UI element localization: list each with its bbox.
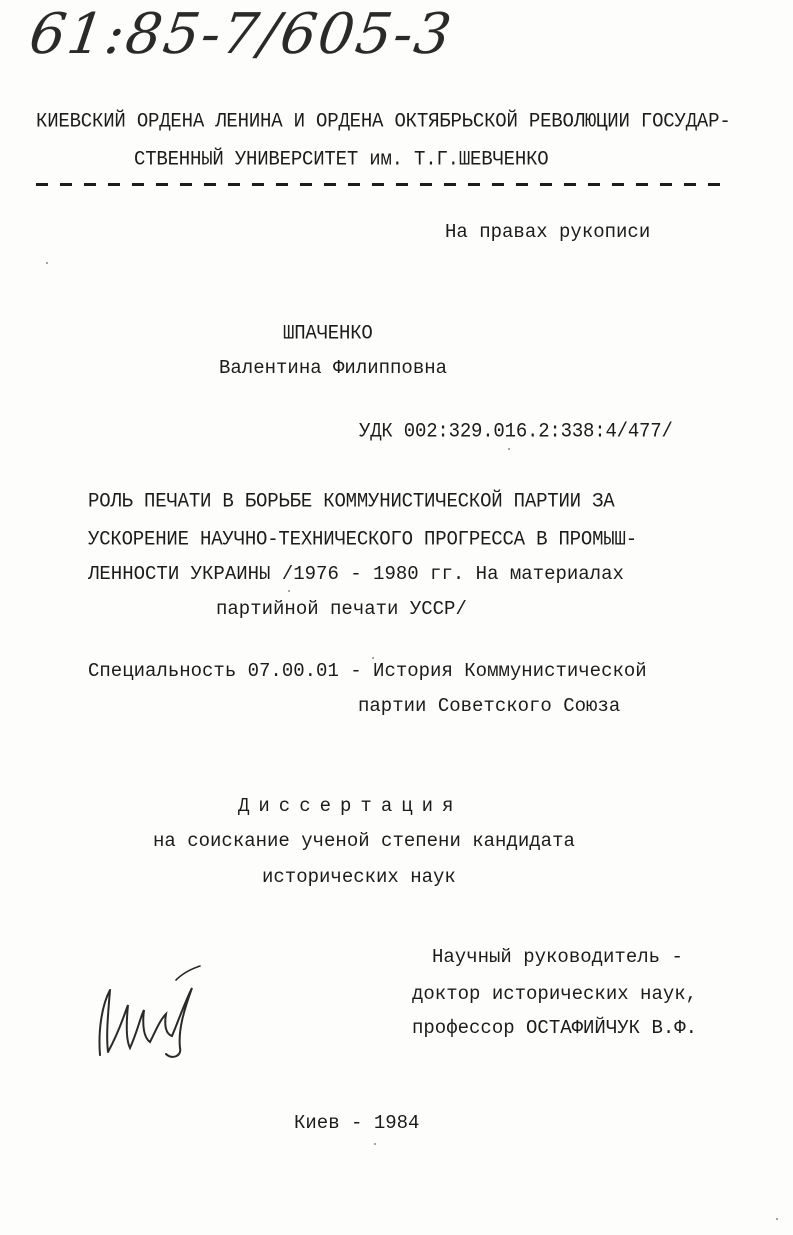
supervisor-line-3: профессор ОСТАФИЙЧУК В.Ф. (412, 1017, 698, 1039)
title-line-3: ЛЕННОСТИ УКРАИНЫ /1976 - 1980 гг. На материалах (88, 563, 624, 585)
dissertation-line-1: на соискание ученой степени кандидата (153, 830, 575, 852)
paper-speck (288, 590, 290, 592)
manuscript-note: На правах рукописи (445, 221, 651, 243)
institution-line-2: СТВЕННЫЙ УНИВЕРСИТЕТ им. Т.Г.ШЕВЧЕНКО (134, 147, 549, 171)
specialty-line-1: Специальность 07.00.01 - История Коммунистической (88, 660, 647, 682)
paper-speck (776, 1218, 778, 1220)
dissertation-heading: Диссертация (238, 795, 463, 817)
separator-dashed-line (36, 183, 726, 186)
paper-speck (46, 262, 48, 264)
paper-speck (508, 448, 510, 450)
title-line-4: партийной печати УССР/ (216, 598, 467, 620)
place-and-year: Киев - 1984 (294, 1112, 420, 1134)
specialty-line-2: партии Советского Союза (358, 695, 621, 717)
author-given-names: Валентина Филипповна (219, 357, 448, 379)
author-surname: ШПАЧЕНКО (283, 321, 373, 345)
supervisor-line-2: доктор исторических наук, (412, 983, 698, 1005)
handwritten-archive-number: 61:85-7/605-3 (25, 2, 457, 67)
signature (80, 960, 210, 1070)
institution-line-1: КИЕВСКИЙ ОРДЕНА ЛЕНИНА И ОРДЕНА ОКТЯБРЬСКОЙ РЕВОЛЮЦИИ ГОСУДАР- (36, 109, 731, 133)
title-line-1: РОЛЬ ПЕЧАТИ В БОРЬБЕ КОММУНИСТИЧЕСКОЙ ПАРТИИ ЗА (88, 489, 615, 513)
paper-speck (372, 657, 374, 659)
udk-code: УДК 002:329.016.2:338:4/477/ (359, 419, 673, 443)
dissertation-line-2: исторических наук (262, 866, 456, 888)
paper-speck (374, 1143, 376, 1145)
title-line-2: УСКОРЕНИЕ НАУЧНО-ТЕХНИЧЕСКОГО ПРОГРЕССА В ПРОМЫШ- (88, 527, 637, 551)
supervisor-line-1: Научный руководитель - (432, 946, 683, 968)
